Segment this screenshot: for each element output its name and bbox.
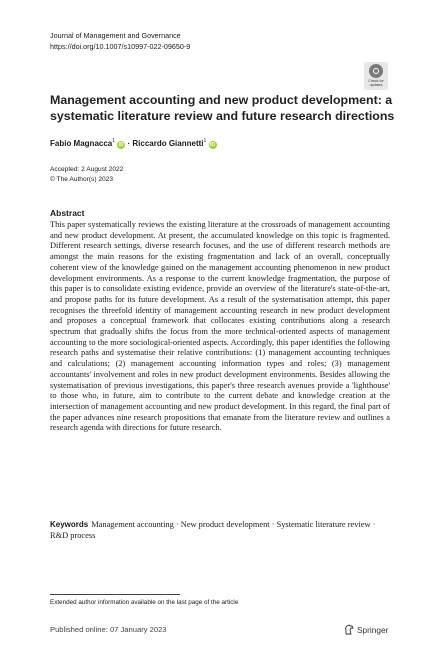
springer-horse-icon bbox=[344, 624, 354, 635]
check-for-updates-badge[interactable] bbox=[364, 62, 388, 90]
journal-header bbox=[50, 31, 190, 52]
badge-line-2: updates bbox=[369, 83, 383, 87]
article-dates bbox=[50, 165, 123, 185]
author-name[interactable]: Fabio Magnacca bbox=[50, 139, 113, 148]
orcid-icon[interactable]: iD bbox=[118, 142, 124, 148]
abstract-heading: Abstract bbox=[50, 208, 85, 218]
footnote-divider bbox=[50, 594, 180, 595]
affiliation-marker: 1 bbox=[112, 138, 116, 144]
publisher-name: Springer bbox=[357, 624, 389, 635]
copyright-notice: © The Author(s) 2023 bbox=[50, 176, 114, 183]
abstract-text: This paper systematically reviews the existing literature at the crossroads of management accounting and new product development. At present, the accumulated knowledge on this topic is fragmented. Different research settings, diverse research focuses, and the use of different research methods are amongst the main reasons for the existing fragmentation and lack of an overall, conceptually coherent view of the knowledge gained on the management accounting phenomenon in new product development environments. As a response to the current knowledge fragmentation, the purpose of this paper is to consolidate existing evidence, provide an overview of the literature's state-of-the-art, and propose paths for its future development. As a result of the systematisation attempt, this paper recognises the threefold identity of management accounting research in new product development and proposes a conceptual framework that collocates existing contributions along a research spectrum that gradually shifts the focus from the more technical-oriented aspects of management accounting to the more sociological-oriented aspects. Accordingly, this paper identifies the following research paths and systematise their relative contributions: (1) management accounting techniques and calculations; (2) management accounting information types and roles; (3) management accountants' involvement and roles in new product development environments. Besides allowing the systematisation of previous investigations, this paper's three research avenues provide a 'lighthouse' to those who, in future, aim to contribute to the current debate and knowledge creation at the intersection of management accounting and new product development. In this regard, the final part of the paper advances nine research propositions that emanate from the literature review and outlines a research agenda with directions for future research. bbox=[50, 220, 391, 433]
author-separator: · bbox=[125, 139, 133, 148]
footnote: Extended author information available on the last page of the article bbox=[50, 599, 239, 606]
journal-name: Journal of Management and Governance bbox=[50, 31, 181, 40]
keywords-label: Keywords bbox=[50, 520, 89, 529]
published-date: Published online: 07 January 2023 bbox=[50, 625, 167, 634]
publisher-logo[interactable] bbox=[344, 624, 388, 635]
accepted-date: Accepted: 2 August 2022 bbox=[50, 166, 124, 173]
affiliation-marker: 1 bbox=[203, 138, 207, 144]
orcid-icon[interactable]: iD bbox=[210, 142, 216, 148]
badge-line-1: Check for bbox=[368, 79, 384, 83]
keywords-list: Management accounting · New product development · Systematic literature review · R&D process bbox=[50, 520, 376, 540]
keywords-section bbox=[50, 520, 390, 541]
doi-link[interactable]: https://doi.org/10.1007/s10997-022-09650-9 bbox=[50, 41, 191, 51]
article-title: Management accounting and new product development: a systematic literature review and future research directions bbox=[50, 93, 395, 123]
author-name[interactable]: Riccardo Giannetti bbox=[132, 139, 204, 148]
author-list bbox=[50, 138, 217, 149]
check-for-updates-icon bbox=[369, 64, 383, 78]
badge-label bbox=[364, 79, 388, 87]
